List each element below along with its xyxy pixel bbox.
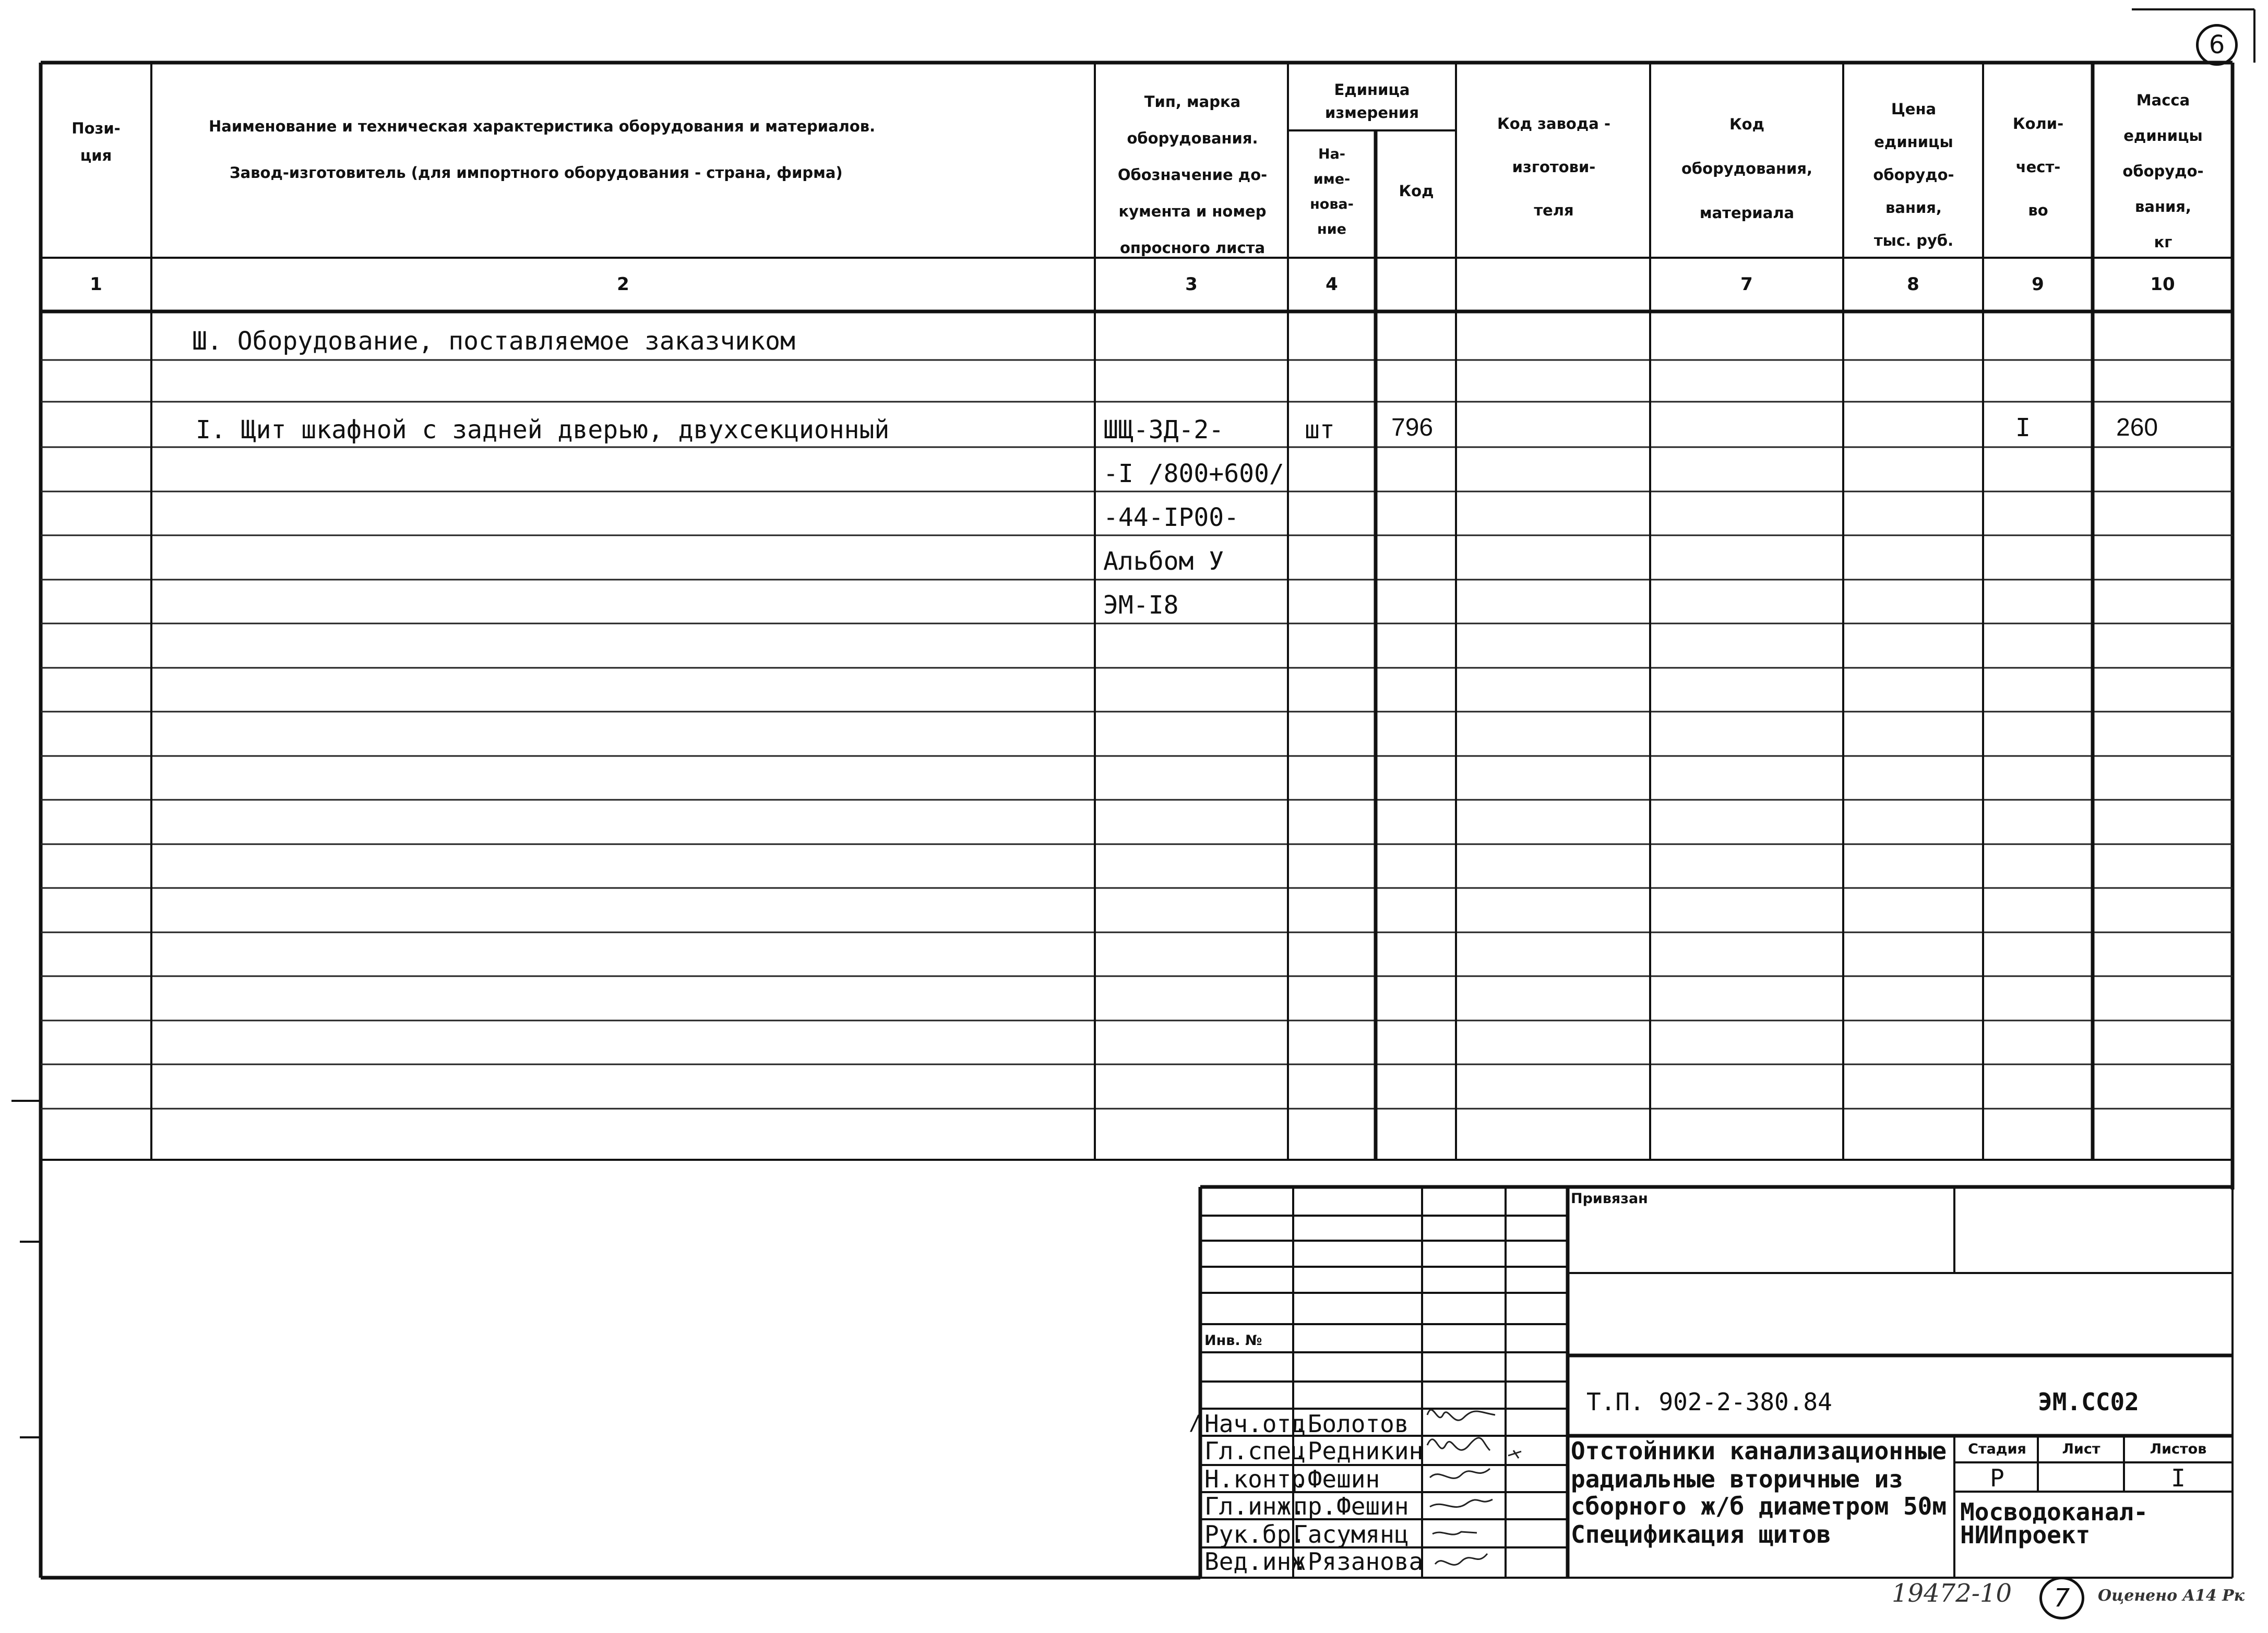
column-number: 4 [1326, 274, 1338, 295]
header-text: оборудо- [1873, 166, 1954, 184]
header-text: материала [1699, 204, 1795, 222]
header-text: нова- [1310, 196, 1354, 212]
column-number: 3 [1185, 274, 1198, 295]
person: .Рязанова [1293, 1547, 1424, 1576]
item-type-line: -44-IP00- [1103, 503, 1239, 532]
header-text: Код завода - [1497, 115, 1610, 133]
sheets-value: I [2171, 1464, 2186, 1492]
description-line: сборного ж/б диаметром 50м [1571, 1492, 1947, 1520]
stage-label: Стадия [1968, 1441, 2026, 1457]
person: пр.Фешин [1293, 1492, 1409, 1520]
header-col-unit [1289, 78, 1455, 124]
column-number: 9 [2032, 274, 2044, 295]
header-text: Масса [2136, 91, 2190, 109]
role: Нач.отд [1204, 1410, 1306, 1438]
document-code: ЭМ.СС02 [2038, 1388, 2139, 1416]
role: Гл.инж. [1204, 1492, 1306, 1520]
header-col-equipment-code [1652, 102, 1842, 235]
signature-scribbles [1427, 1410, 1521, 1565]
header-text: единицы [2123, 127, 2203, 145]
stage-value: Р [1990, 1464, 2004, 1492]
footer-note: Оценено A14 Рк [2098, 1587, 2245, 1605]
header-col-factory-code [1459, 102, 1649, 232]
column-number: 7 [1740, 274, 1753, 295]
header-text: На- [1318, 146, 1346, 162]
description-line: Отстойники канализационные [1571, 1437, 1947, 1465]
header-text: кг [2154, 233, 2172, 251]
item-type-line: ЭМ-I8 [1103, 591, 1179, 620]
role: Н.контр [1204, 1465, 1306, 1493]
sheets-label: Листов [2150, 1441, 2207, 1457]
item-type-line: -I /800+600/ [1103, 459, 1284, 488]
project-number: Т.П. 902-2-380.84 [1586, 1388, 1832, 1416]
item-type-line: ШЩ-ЗД-2- [1103, 415, 1224, 445]
header-text: вания, [1885, 199, 1942, 217]
footer-code: 19472-10 [1892, 1579, 2012, 1608]
header-text: единицы [1874, 133, 1953, 151]
organization-line: Мосводоканал- [1960, 1498, 2148, 1526]
column-number: 1 [90, 274, 102, 295]
header-col-quantity [1985, 102, 2092, 232]
header-text: вания, [2135, 198, 2191, 215]
item-unit: шт [1305, 415, 1335, 445]
footer-circle-number: 7 [2054, 1583, 2070, 1613]
header-text: Цена [1891, 100, 1937, 118]
header-text: Единица [1334, 81, 1410, 99]
page-number: 6 [2209, 30, 2225, 59]
header-col-unit-code: Код [1399, 182, 1434, 200]
header-col-unit-name [1289, 142, 1375, 242]
description-line: Спецификация щитов [1571, 1520, 1831, 1548]
header-text: Наименование и техническая характеристика оборудования и материалов. [209, 117, 876, 135]
person: Гасумянц [1293, 1520, 1409, 1548]
column-number: 8 [1907, 274, 1919, 295]
header-text: тыс. руб. [1873, 232, 1954, 249]
footer-circle [2039, 1577, 2084, 1619]
header-text: име- [1313, 171, 1351, 187]
column-number: 10 [2150, 274, 2175, 295]
header-text: чест- [2015, 158, 2061, 176]
item-name: I. Щит шкафной с задней дверью, двухсекционный [196, 415, 890, 445]
header-text: Коли- [2012, 115, 2064, 133]
header-text: ция [80, 147, 112, 164]
person: .Болотов [1293, 1410, 1409, 1438]
header-text: кумента и номер [1118, 202, 1267, 220]
privyazan-label: Привязан [1571, 1191, 1648, 1207]
header-text: Завод-изготовитель (для импортного оборудования - страна, фирма) [230, 164, 843, 182]
organization-line: НИИпроект [1960, 1521, 2091, 1549]
organization [1960, 1498, 2148, 1549]
header-text: оборудо- [2122, 162, 2204, 180]
item-mass: 260 [2116, 414, 2158, 441]
slash-mark: / [1189, 1411, 1202, 1435]
item-code: 796 [1391, 414, 1434, 441]
header-text: изготови- [1512, 158, 1596, 176]
role: Вед.инж [1204, 1547, 1306, 1576]
role: Гл.спец [1204, 1437, 1306, 1465]
item-quantity: I [2015, 413, 2031, 442]
header-text: Пози- [71, 119, 121, 137]
header-col-name [157, 119, 971, 181]
person: .Редникин [1293, 1437, 1424, 1465]
header-col-price [1845, 93, 1983, 257]
header-text: во [2028, 201, 2048, 219]
item-type-line: Альбом У [1103, 547, 1224, 576]
role: Рук.бр. [1204, 1520, 1306, 1548]
header-text: измерения [1325, 104, 1419, 122]
header-text: оборудования. [1127, 129, 1258, 147]
description-line: радиальные вторичные из [1571, 1465, 1903, 1493]
header-col-type [1098, 83, 1287, 266]
column-number: 2 [617, 274, 629, 295]
person: .Фешин [1293, 1465, 1380, 1493]
header-text: оборудования, [1681, 160, 1813, 177]
header-text: Обозначение до- [1117, 166, 1268, 184]
header-text: опросного листа [1119, 239, 1266, 257]
header-col-mass [2094, 82, 2232, 260]
page-number-circle [2196, 24, 2238, 66]
header-col-position [52, 115, 140, 169]
header-text: ние [1317, 221, 1346, 237]
inv-no-label: Инв. № [1204, 1332, 1262, 1349]
sheet-label: Лист [2062, 1441, 2100, 1457]
header-text: Код [1729, 115, 1765, 133]
section-title: Ш. Оборудование, поставляемое заказчиком [192, 327, 795, 356]
header-text: теля [1534, 201, 1574, 219]
header-text: Тип, марка [1144, 93, 1241, 111]
